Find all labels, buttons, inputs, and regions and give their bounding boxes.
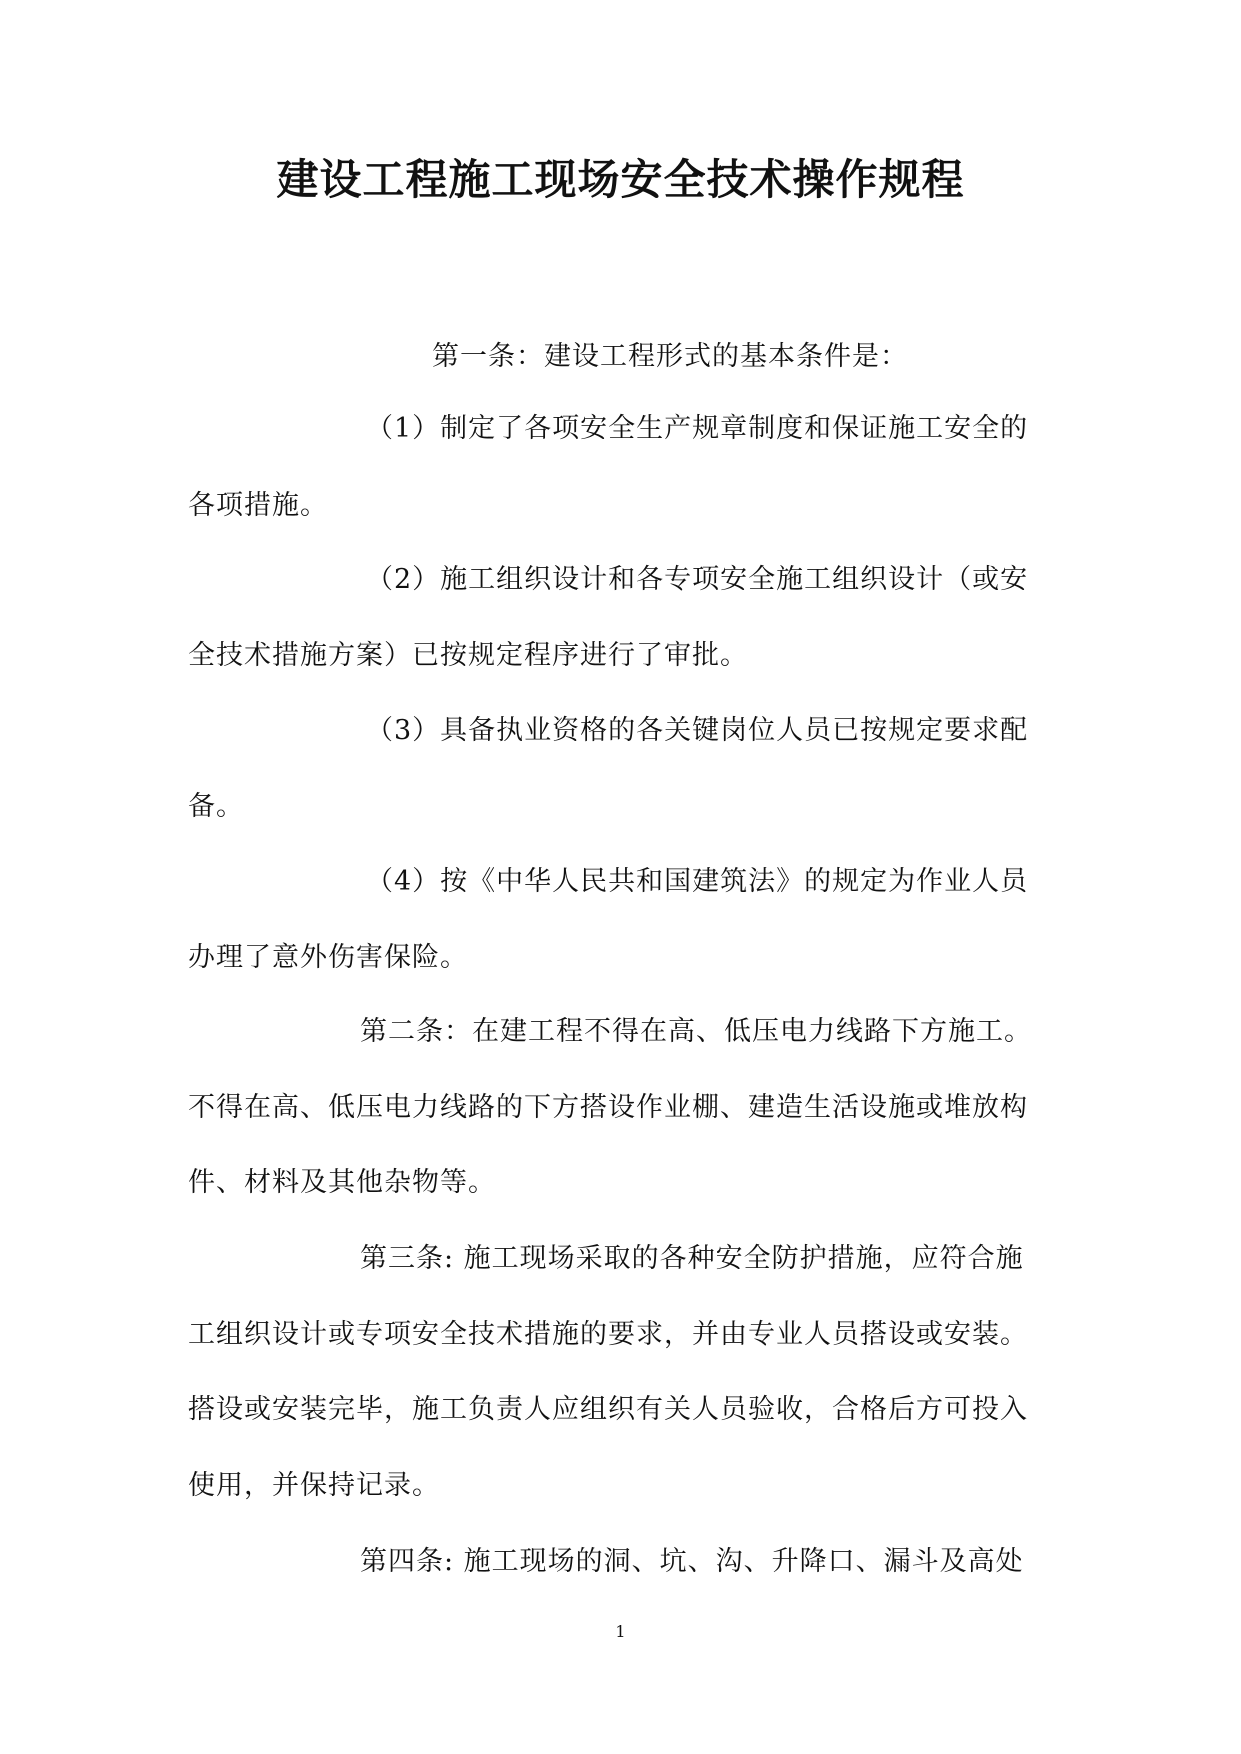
article-4-line: 第四条: 施工现场的洞、坑、沟、升降口、漏斗及高处 [360, 1546, 1024, 1577]
paragraph-line: 备。 [188, 791, 244, 822]
paragraph-line: （2）施工组织设计和各专项安全施工组织设计（或安 [366, 564, 1029, 595]
paragraph-line: 全技术措施方案）已按规定程序进行了审批。 [188, 640, 748, 671]
paragraph-line: 工组织设计或专项安全技术措施的要求，并由专业人员搭设或安装。 [188, 1319, 1028, 1350]
document-title: 建设工程施工现场安全技术操作规程 [276, 155, 965, 204]
paragraph-line: （4）按《中华人民共和国建筑法》的规定为作业人员 [366, 866, 1029, 897]
paragraph-line: 不得在高、低压电力线路的下方搭设作业棚、建造生活设施或堆放构 [188, 1092, 1028, 1123]
page-number: 1 [615, 1622, 626, 1641]
paragraph-line: 件、材料及其他杂物等。 [188, 1167, 496, 1198]
article-3-line: 第三条: 施工现场采取的各种安全防护措施，应符合施 [360, 1243, 1024, 1274]
paragraph-line: 各项措施。 [188, 490, 328, 521]
article-1-heading: 第一条：建设工程形式的基本条件是： [432, 341, 908, 372]
article-2-line: 第二条：在建工程不得在高、低压电力线路下方施工。 [360, 1016, 1032, 1047]
paragraph-line: 使用，并保持记录。 [188, 1470, 440, 1501]
paragraph-line: （3）具备执业资格的各关键岗位人员已按规定要求配 [366, 715, 1029, 746]
paragraph-line: 搭设或安装完毕，施工负责人应组织有关人员验收，合格后方可投入 [188, 1394, 1028, 1425]
paragraph-line: （1）制定了各项安全生产规章制度和保证施工安全的 [366, 413, 1029, 444]
paragraph-line: 办理了意外伤害保险。 [188, 942, 468, 973]
